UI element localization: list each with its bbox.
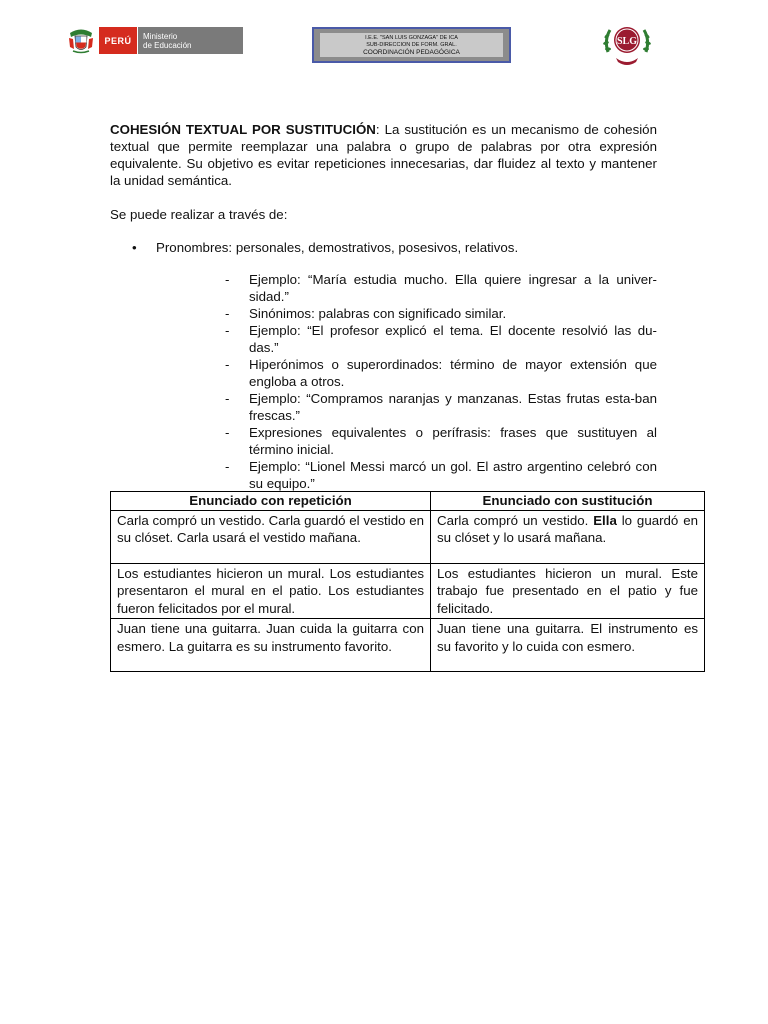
dash-marker: - [225, 357, 230, 372]
school-name: I.E.E. "SAN LUIS GONZAGA" DE ICA [365, 34, 458, 41]
table-header-row [111, 492, 705, 511]
dash-marker: - [225, 323, 230, 338]
list-item-text: Ejemplo: “Lionel Messi marcó un gol. El astro argentino celebró con su equipo.” [249, 459, 657, 491]
peru-coat-of-arms-icon [67, 27, 95, 54]
dash-marker: - [225, 306, 230, 321]
sub-list [110, 271, 657, 492]
substitution-highlight: Ella [593, 512, 617, 528]
intro-heading: COHESIÓN TEXTUAL POR SUSTITUCIÓN [110, 122, 376, 137]
school-header-box [312, 27, 511, 63]
dash-marker: - [225, 459, 230, 474]
repetition-cell: Juan tiene una guitarra. Juan cuida la guitarra con esmero. La guitarra es su instrumento favorito. [111, 619, 431, 672]
ministry-logo [67, 27, 243, 54]
substitution-text-end: lo guardó en su clóset y lo usará mañana. [437, 512, 698, 545]
substitution-cell [431, 510, 705, 563]
list-item [110, 424, 657, 458]
ministry-name [138, 27, 243, 54]
list-item [110, 305, 657, 322]
substitution-text-start: Los estudiantes hicieron un mural. Este trabajo fue presentado en el patio y fue felicitado. [437, 565, 698, 616]
intro-text: : La sustitución es un mecanismo de cohesión textual que permite reemplazar una palabra o grupo de palabras por otra expresión equivalente. Su objetivo es evitar repeticiones innecesarias, dar fluidez al texto y mantener la unidad semántica. [110, 122, 657, 188]
repetition-cell: Carla compró un vestido. Carla guardó el vestido en su clóset. Carla usará el vestido mañana. [111, 510, 431, 563]
peru-label: PERÚ [99, 27, 138, 54]
intro-paragraph [110, 121, 657, 189]
bullet-marker: • [132, 240, 137, 255]
list-item-text: Ejemplo: “María estudia mucho. Ella quiere ingresar a la univer-sidad.” [249, 272, 657, 304]
ministry-line-1: Ministerio [143, 31, 178, 41]
school-department: SUB-DIRECCION DE FORM. GRAL. [366, 41, 457, 48]
dash-marker: - [225, 391, 230, 406]
list-item [110, 271, 657, 305]
list-item [110, 322, 657, 356]
document-body [110, 121, 657, 492]
list-item [110, 458, 657, 492]
list-item-text: Hiperónimos o superordinados: término de mayor extensión que engloba a otros. [249, 357, 657, 389]
substitution-text-start: Juan tiene una guitarra. El instrumento es su favorito y lo cuida con esmero. [437, 621, 698, 654]
substitution-cell [431, 563, 705, 619]
column-header-substitution: Enunciado con sustitución [431, 492, 705, 511]
bullet-text: Pronombres: personales, demostrativos, posesivos, relativos. [156, 240, 519, 255]
comparison-table [110, 491, 705, 672]
dash-marker: - [225, 272, 230, 287]
list-item-text: Sinónimos: palabras con significado similar. [249, 306, 507, 321]
column-header-repetition: Enunciado con repetición [111, 492, 431, 511]
list-item-text: Ejemplo: “El profesor explicó el tema. El docente resolvió las du-das.” [249, 323, 657, 355]
substitution-text-start: Carla compró un vestido. [437, 512, 594, 528]
list-item-text: Ejemplo: “Compramos naranjas y manzanas. Estas frutas esta-ban frescas.” [249, 391, 657, 423]
bullet-item [110, 239, 657, 256]
repetition-cell: Los estudiantes hicieron un mural. Los estudiantes presentaron el mural en el patio. Los estudiantes fueron felicitados por el mural. [111, 563, 431, 619]
table-row [111, 619, 705, 672]
substitution-cell [431, 619, 705, 672]
dash-marker: - [225, 425, 230, 440]
table-row [111, 510, 705, 563]
ministry-line-2: de Educación [143, 40, 192, 50]
table-row [111, 563, 705, 619]
emblem-text: SLG [616, 36, 638, 47]
school-header-inner [320, 33, 503, 57]
school-coordination: COORDINACIÓN PEDAGÓGICA [363, 48, 460, 56]
list-item [110, 356, 657, 390]
list-item [110, 390, 657, 424]
list-item-text: Expresiones equivalentes o perífrasis: frases que sustituyen al término inicial. [249, 425, 657, 457]
school-emblem-icon [602, 22, 652, 68]
via-text: Se puede realizar a través de: [110, 207, 288, 222]
